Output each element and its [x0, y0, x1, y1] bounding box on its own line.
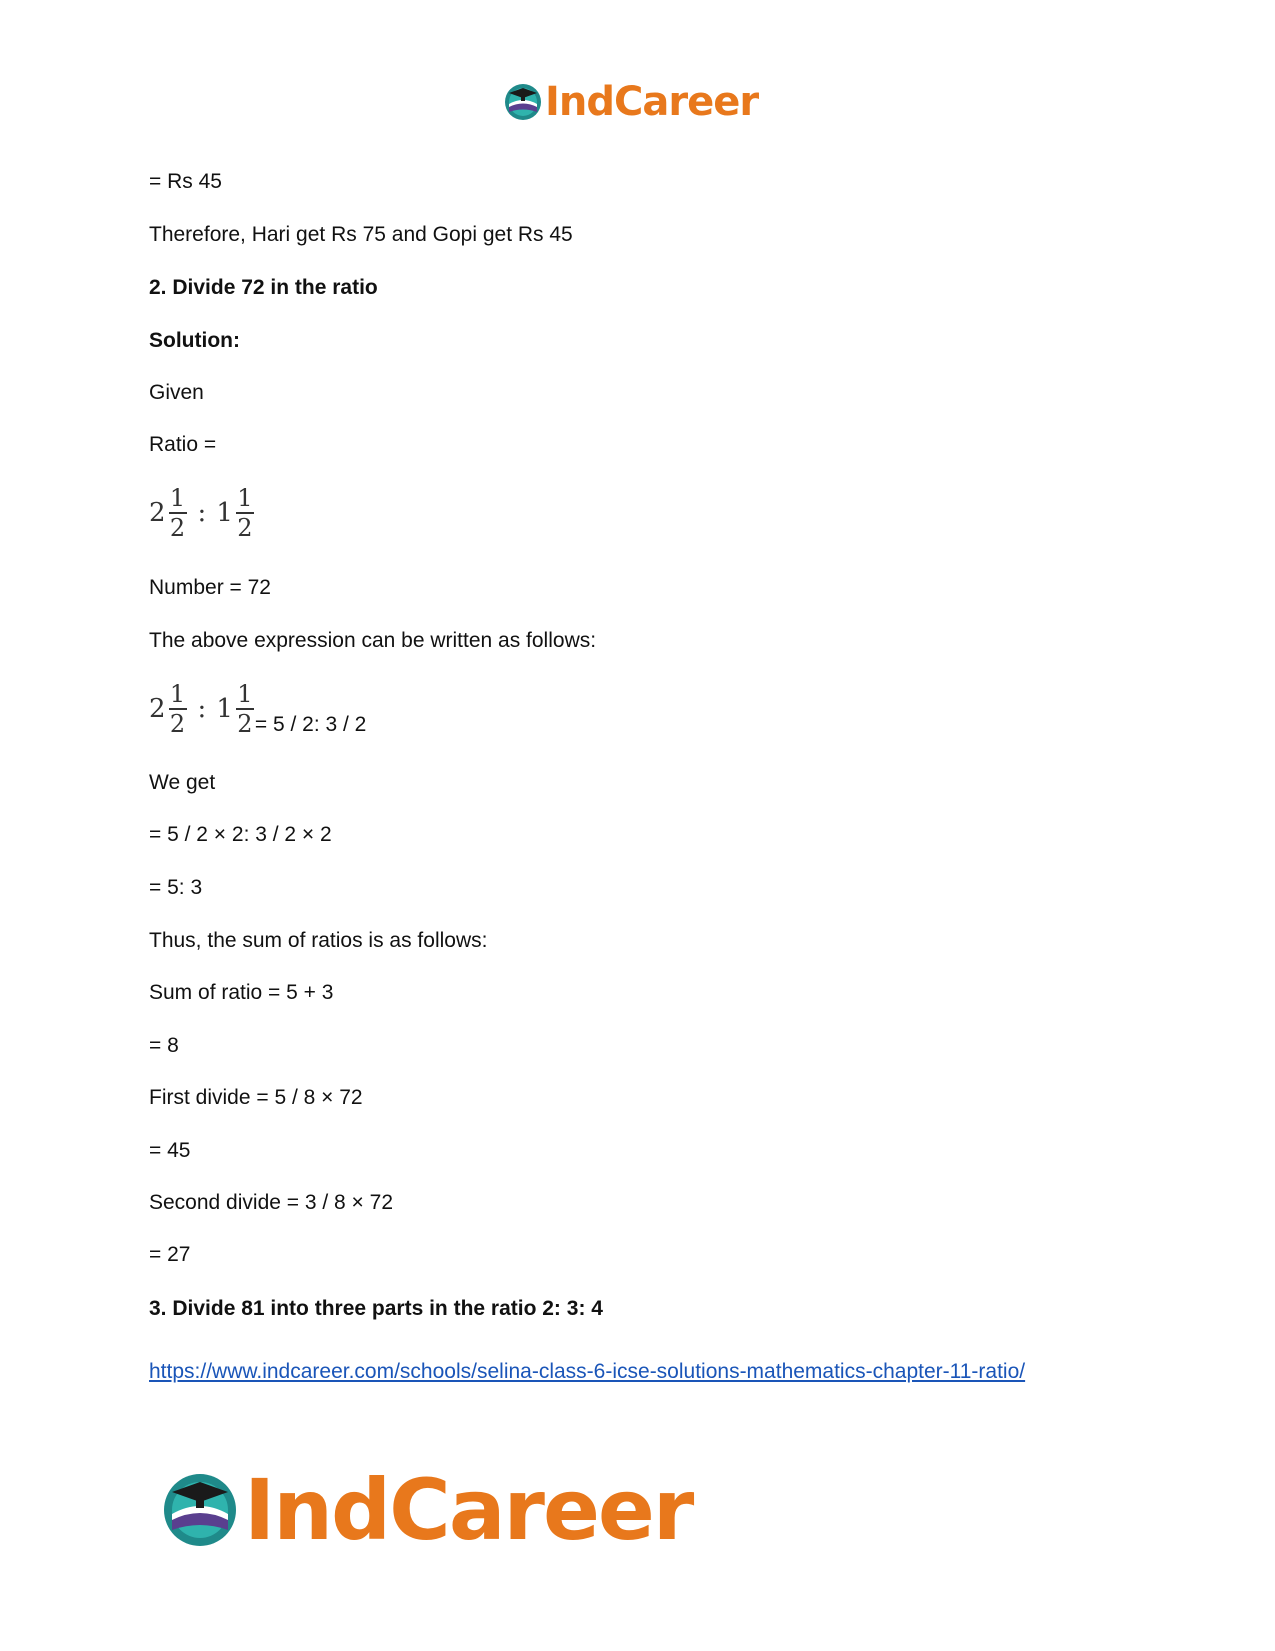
- footer-logo-text: IndCareer: [244, 1461, 693, 1559]
- text-line: = 5 / 2 × 2: 3 / 2 × 2: [149, 823, 332, 846]
- text-line: = 8: [149, 1034, 179, 1057]
- text-line: = 45: [149, 1139, 191, 1162]
- math-numerator: 1: [237, 484, 253, 512]
- text-line: = 27: [149, 1243, 191, 1266]
- header-logo: [503, 79, 759, 125]
- question-heading: 3. Divide 81 into three parts in the ratio 2: 3: 4: [149, 1297, 603, 1320]
- text-line: Sum of ratio = 5 + 3: [149, 981, 334, 1004]
- text-line: = Rs 45: [149, 170, 222, 193]
- text-line: Number = 72: [149, 576, 271, 599]
- math-denominator: 2: [237, 709, 253, 738]
- text-line: Thus, the sum of ratios is as follows:: [149, 929, 488, 952]
- text-line: The above expression can be written as follows:: [149, 629, 597, 652]
- math-whole: 1: [216, 497, 233, 528]
- math-fraction: [169, 681, 187, 737]
- math-colon: :: [197, 693, 207, 724]
- ratio-expression: [149, 681, 366, 737]
- math-numerator: 1: [169, 680, 186, 708]
- text-line: Given: [149, 381, 204, 404]
- math-numerator: 1: [237, 680, 253, 708]
- math-fraction: [236, 681, 254, 737]
- source-link[interactable]: https://www.indcareer.com/schools/selina-class-6-icse-solutions-mathematics-chapter-11-ratio/: [149, 1360, 1026, 1383]
- question-heading: 2. Divide 72 in the ratio: [149, 276, 378, 299]
- math-denominator: 2: [237, 513, 253, 542]
- header-logo-text: IndCareer: [545, 79, 759, 125]
- ratio-expression: [149, 485, 255, 541]
- math-fraction: [236, 485, 254, 541]
- text-line: Therefore, Hari get Rs 75 and Gopi get Rs 45: [149, 223, 573, 246]
- math-denominator: 2: [169, 709, 186, 738]
- math-whole: 1: [216, 693, 233, 724]
- math-result: = 5 / 2: 3 / 2: [254, 712, 367, 736]
- solution-label: Solution:: [149, 329, 240, 352]
- math-numerator: 1: [169, 484, 186, 512]
- math-fraction: [169, 485, 187, 541]
- math-whole: 2: [149, 693, 166, 724]
- text-line: Second divide = 3 / 8 × 72: [149, 1191, 394, 1214]
- math-whole: 2: [149, 497, 166, 528]
- text-line: = 5: 3: [149, 876, 203, 899]
- graduation-book-icon: [160, 1470, 240, 1550]
- math-denominator: 2: [169, 513, 186, 542]
- math-colon: :: [197, 497, 207, 528]
- footer-logo: [160, 1461, 693, 1559]
- text-line: First divide = 5 / 8 × 72: [149, 1086, 363, 1109]
- text-line: We get: [149, 771, 216, 794]
- text-line: Ratio =: [149, 433, 217, 456]
- graduation-book-icon: [503, 82, 543, 122]
